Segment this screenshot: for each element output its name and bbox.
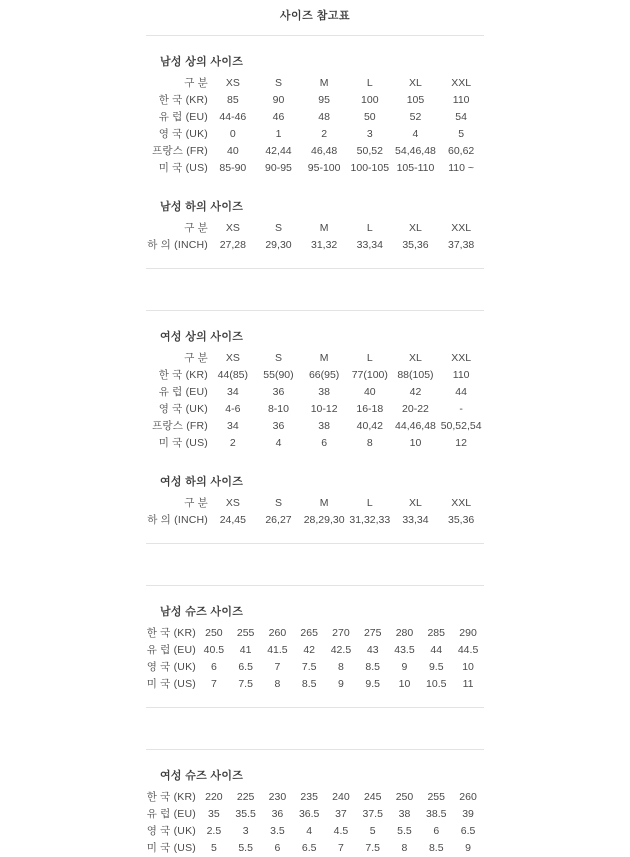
cell-value: 60,62 <box>448 145 475 157</box>
cell-value: 265 <box>300 627 318 639</box>
table-row <box>146 92 484 109</box>
cell-value: 37.5 <box>362 808 383 820</box>
cell-value: 225 <box>236 791 255 803</box>
cell-value: 34 <box>226 420 239 432</box>
cell-value: 36 <box>272 420 285 432</box>
cell-value: 110 ~ <box>448 162 475 174</box>
cell-value: 6.5 <box>301 842 317 854</box>
column-header: XS <box>225 497 240 509</box>
column-header: XS <box>225 77 240 89</box>
cell-value: 9 <box>401 661 408 673</box>
cell-value: 10.5 <box>426 678 447 690</box>
cell-value: 44-46 <box>219 111 247 123</box>
cell-value: 260 <box>459 791 477 803</box>
column-header: XL <box>409 497 422 509</box>
cell-value: 55(90) <box>263 369 294 381</box>
cell-value: 2.5 <box>206 825 222 837</box>
row-label: 유 럽 (EU) <box>158 111 208 123</box>
cell-value: 90-95 <box>265 162 292 174</box>
cell-value: 54,46,48 <box>395 145 436 157</box>
column-header: M <box>319 497 329 509</box>
table-row <box>146 237 484 254</box>
size-table <box>146 495 484 529</box>
cell-value: 285 <box>427 627 445 639</box>
cell-value: 0 <box>229 128 236 140</box>
header-divider <box>146 35 484 36</box>
row-label: 구 분 <box>184 497 208 509</box>
table-row <box>146 642 484 659</box>
cell-value: 35,36 <box>402 239 429 251</box>
cell-value: 260 <box>268 627 287 639</box>
cell-value: 245 <box>363 791 382 803</box>
group-divider-bottom <box>146 585 484 586</box>
cell-value: 10 <box>462 661 474 673</box>
size-table <box>146 350 484 452</box>
group-divider-top <box>146 268 484 269</box>
cell-value: 41.5 <box>267 644 288 656</box>
cell-value: 52 <box>409 111 422 123</box>
column-header: M <box>319 352 329 364</box>
row-label: 구 분 <box>184 352 208 364</box>
cell-value: 290 <box>459 627 477 639</box>
column-header: L <box>366 352 373 364</box>
size-table <box>146 75 484 177</box>
cell-value: 46 <box>272 111 285 123</box>
column-header: XXL <box>451 352 472 364</box>
cell-value: 50,52 <box>356 145 383 157</box>
cell-value: 8.5 <box>365 661 381 673</box>
cell-value: 7 <box>338 842 344 854</box>
row-label: 미 국 (US) <box>146 842 196 854</box>
cell-value: 7.5 <box>365 842 381 854</box>
cell-value: 8 <box>401 842 408 854</box>
cell-value: 46,48 <box>311 145 338 157</box>
row-label: 하 의 (INCH) <box>147 239 208 251</box>
table-header-row <box>146 350 484 367</box>
table-row <box>146 512 484 529</box>
cell-value: 44,46,48 <box>395 420 436 432</box>
column-header: S <box>274 352 282 364</box>
cell-value: 5.5 <box>397 825 412 837</box>
cell-value: 110 <box>452 369 470 381</box>
size-table <box>146 625 484 693</box>
table-row <box>146 659 484 676</box>
group-divider-bottom <box>146 749 484 750</box>
column-header: M <box>319 77 329 89</box>
cell-value: 44.5 <box>457 644 479 656</box>
table-row <box>146 109 484 126</box>
cell-value: 4 <box>306 825 313 837</box>
section-title: 남성 하의 사이즈 <box>160 201 244 213</box>
cell-value: 36 <box>271 808 284 820</box>
row-label: 미 국 (US) <box>146 678 196 690</box>
table-row <box>146 806 484 823</box>
cell-value: 77(100) <box>351 369 388 381</box>
cell-value: 4 <box>275 437 282 449</box>
column-header: S <box>274 77 282 89</box>
cell-value: 37,38 <box>448 239 475 251</box>
cell-value: 40.5 <box>203 644 225 656</box>
cell-value: 54 <box>455 111 467 123</box>
table-row <box>146 840 484 857</box>
cell-value: 280 <box>395 627 414 639</box>
size-section <box>146 606 484 693</box>
cell-value: 33,34 <box>356 239 383 251</box>
cell-value: 29,30 <box>265 239 292 251</box>
row-label: 하 의 (INCH) <box>147 514 208 526</box>
cell-value: 8 <box>338 661 344 673</box>
cell-value: 255 <box>236 627 255 639</box>
cell-value: 4-6 <box>225 403 241 415</box>
cell-value: 6 <box>274 842 281 854</box>
cell-value: 5 <box>458 128 465 140</box>
row-label: 영 국 (UK) <box>146 661 196 673</box>
cell-value: 66(95) <box>308 369 340 381</box>
size-section <box>146 770 484 857</box>
cell-value: 9.5 <box>428 661 444 673</box>
cell-value: 11 <box>462 678 474 690</box>
table-header-row <box>146 220 484 237</box>
cell-value: 7.5 <box>301 661 317 673</box>
row-label: 영 국 (UK) <box>158 128 208 140</box>
table-row <box>146 384 484 401</box>
cell-value: 3 <box>366 128 373 140</box>
column-header: XS <box>225 352 240 364</box>
cell-value: 5.5 <box>238 842 253 854</box>
size-section <box>146 56 484 177</box>
cell-value: 31,32 <box>311 239 338 251</box>
cell-value: 255 <box>427 791 445 803</box>
cell-value: 43 <box>366 644 379 656</box>
cell-value: 250 <box>205 627 223 639</box>
cell-value: 90 <box>272 94 285 106</box>
cell-value: 95-100 <box>307 162 341 174</box>
size-table <box>146 789 484 857</box>
cell-value: 6 <box>433 825 440 837</box>
cell-value: 100-105 <box>350 162 390 174</box>
cell-value: 24,45 <box>219 514 246 526</box>
row-label: 유 럽 (EU) <box>146 808 196 820</box>
cell-value: 43.5 <box>394 644 415 656</box>
cell-value: 40 <box>226 145 239 157</box>
row-label: 미 국 (US) <box>158 437 208 449</box>
row-label: 유 럽 (EU) <box>146 644 196 656</box>
cell-value: 35 <box>208 808 220 820</box>
cell-value: 26,27 <box>265 514 292 526</box>
cell-value: 40 <box>363 386 376 398</box>
row-label: 프랑스 (FR) <box>152 145 208 157</box>
cell-value: 7 <box>210 678 217 690</box>
cell-value: 250 <box>395 791 414 803</box>
column-header: L <box>366 222 373 234</box>
cell-value: 6 <box>210 661 217 673</box>
cell-value: 8-10 <box>267 403 289 415</box>
table-header-row <box>146 75 484 92</box>
group-divider-top <box>146 707 484 708</box>
table-row <box>146 367 484 384</box>
row-label: 프랑스 (FR) <box>152 420 208 432</box>
row-label: 구 분 <box>184 222 208 234</box>
cell-value: 9.5 <box>365 678 381 690</box>
cell-value: 240 <box>332 791 350 803</box>
cell-value: 275 <box>363 627 382 639</box>
cell-value: 3.5 <box>270 825 285 837</box>
cell-value: 37 <box>335 808 347 820</box>
cell-value: 7.5 <box>238 678 253 690</box>
size-table <box>146 220 484 254</box>
size-section <box>146 331 484 452</box>
cell-value: 20-22 <box>402 403 429 415</box>
cell-value: 8.5 <box>301 678 317 690</box>
table-row <box>146 418 484 435</box>
row-label: 한 국 (KR) <box>146 791 196 803</box>
row-label: 한 국 (KR) <box>158 94 208 106</box>
size-section <box>146 201 484 254</box>
cell-value: 220 <box>205 791 223 803</box>
cell-value: 10 <box>398 678 411 690</box>
cell-value: 2 <box>321 128 328 140</box>
column-header: XXL <box>451 222 472 234</box>
section-title: 여성 슈즈 사이즈 <box>160 770 244 782</box>
cell-value: 9 <box>338 678 344 690</box>
cell-value: 48 <box>318 111 330 123</box>
cell-value: 44 <box>430 644 443 656</box>
cell-value: 2 <box>229 437 236 449</box>
column-header: L <box>366 77 373 89</box>
cell-value: 100 <box>361 94 379 106</box>
row-label: 영 국 (UK) <box>158 403 208 415</box>
cell-value: 235 <box>300 791 318 803</box>
column-header: XL <box>409 77 422 89</box>
cell-value: 8 <box>274 678 281 690</box>
table-row <box>146 676 484 693</box>
table-groups <box>146 56 484 857</box>
cell-value: 42 <box>303 644 316 656</box>
cell-value: 105-110 <box>396 162 435 174</box>
column-header: XS <box>225 222 240 234</box>
cell-value: 41 <box>239 644 252 656</box>
cell-value: 28,29,30 <box>303 514 345 526</box>
column-header: XL <box>409 352 422 364</box>
section-title: 남성 슈즈 사이즈 <box>160 606 244 618</box>
cell-value: 44 <box>455 386 467 398</box>
row-label: 구 분 <box>184 77 208 89</box>
page-title: 사이즈 참고표 <box>279 10 351 22</box>
cell-value: 35.5 <box>235 808 256 820</box>
cell-value: 35,36 <box>448 514 475 526</box>
group-divider-top <box>146 543 484 544</box>
cell-value: 6.5 <box>238 661 253 673</box>
cell-value: 39 <box>462 808 474 820</box>
group-divider-bottom <box>146 310 484 311</box>
cell-value: 4 <box>412 128 419 140</box>
table-row <box>146 625 484 642</box>
row-label: 미 국 (US) <box>158 162 208 174</box>
cell-value: 230 <box>268 791 287 803</box>
cell-value: 110 <box>452 94 470 106</box>
cell-value: 1 <box>275 128 282 140</box>
cell-value: 42,44 <box>265 145 292 157</box>
cell-value: 36 <box>272 386 285 398</box>
cell-value: 33,34 <box>402 514 429 526</box>
table-row <box>146 160 484 177</box>
cell-value: 105 <box>406 94 425 106</box>
cell-value: 7 <box>274 661 281 673</box>
column-header: M <box>319 222 329 234</box>
column-header: XL <box>409 222 422 234</box>
cell-value: 27,28 <box>219 239 246 251</box>
table-row <box>146 435 484 452</box>
cell-value: 85 <box>226 94 239 106</box>
cell-value: 5 <box>369 825 376 837</box>
row-label: 한 국 (KR) <box>158 369 208 381</box>
cell-value: 8.5 <box>428 842 444 854</box>
cell-value: - <box>459 403 463 415</box>
cell-value: 12 <box>455 437 467 449</box>
cell-value: 31,32,33 <box>349 514 391 526</box>
section-title: 남성 상의 사이즈 <box>160 56 244 68</box>
cell-value: 10 <box>409 437 422 449</box>
section-title: 여성 상의 사이즈 <box>160 331 244 343</box>
row-label: 한 국 (KR) <box>146 627 196 639</box>
table-header-row <box>146 495 484 512</box>
cell-value: 40,42 <box>356 420 383 432</box>
cell-value: 50,52,54 <box>440 420 482 432</box>
table-row <box>146 823 484 840</box>
cell-value: 38 <box>398 808 411 820</box>
section-title: 여성 하의 사이즈 <box>160 476 244 488</box>
cell-value: 38 <box>318 386 330 398</box>
column-header: XXL <box>451 77 472 89</box>
table-row <box>146 126 484 143</box>
cell-value: 36.5 <box>298 808 320 820</box>
cell-value: 42.5 <box>330 644 352 656</box>
cell-value: 85-90 <box>219 162 247 174</box>
cell-value: 3 <box>242 825 249 837</box>
size-section <box>146 476 484 529</box>
cell-value: 4.5 <box>333 825 349 837</box>
column-header: L <box>366 497 373 509</box>
cell-value: 16-18 <box>356 403 384 415</box>
cell-value: 34 <box>226 386 239 398</box>
cell-value: 270 <box>332 627 350 639</box>
row-label: 유 럽 (EU) <box>158 386 208 398</box>
cell-value: 38.5 <box>426 808 447 820</box>
cell-value: 8 <box>366 437 373 449</box>
cell-value: 38 <box>318 420 330 432</box>
column-header: S <box>274 222 282 234</box>
column-header: XXL <box>451 497 472 509</box>
row-label: 영 국 (UK) <box>146 825 196 837</box>
cell-value: 5 <box>210 842 217 854</box>
cell-value: 44(85) <box>217 369 248 381</box>
cell-value: 50 <box>363 111 376 123</box>
cell-value: 42 <box>409 386 422 398</box>
table-row <box>146 143 484 160</box>
cell-value: 88(105) <box>397 369 434 381</box>
cell-value: 6.5 <box>460 825 476 837</box>
table-row <box>146 789 484 806</box>
cell-value: 95 <box>318 94 330 106</box>
table-row <box>146 401 484 418</box>
cell-value: 9 <box>465 842 471 854</box>
cell-value: 6 <box>321 437 328 449</box>
column-header: S <box>274 497 282 509</box>
cell-value: 10-12 <box>310 403 338 415</box>
